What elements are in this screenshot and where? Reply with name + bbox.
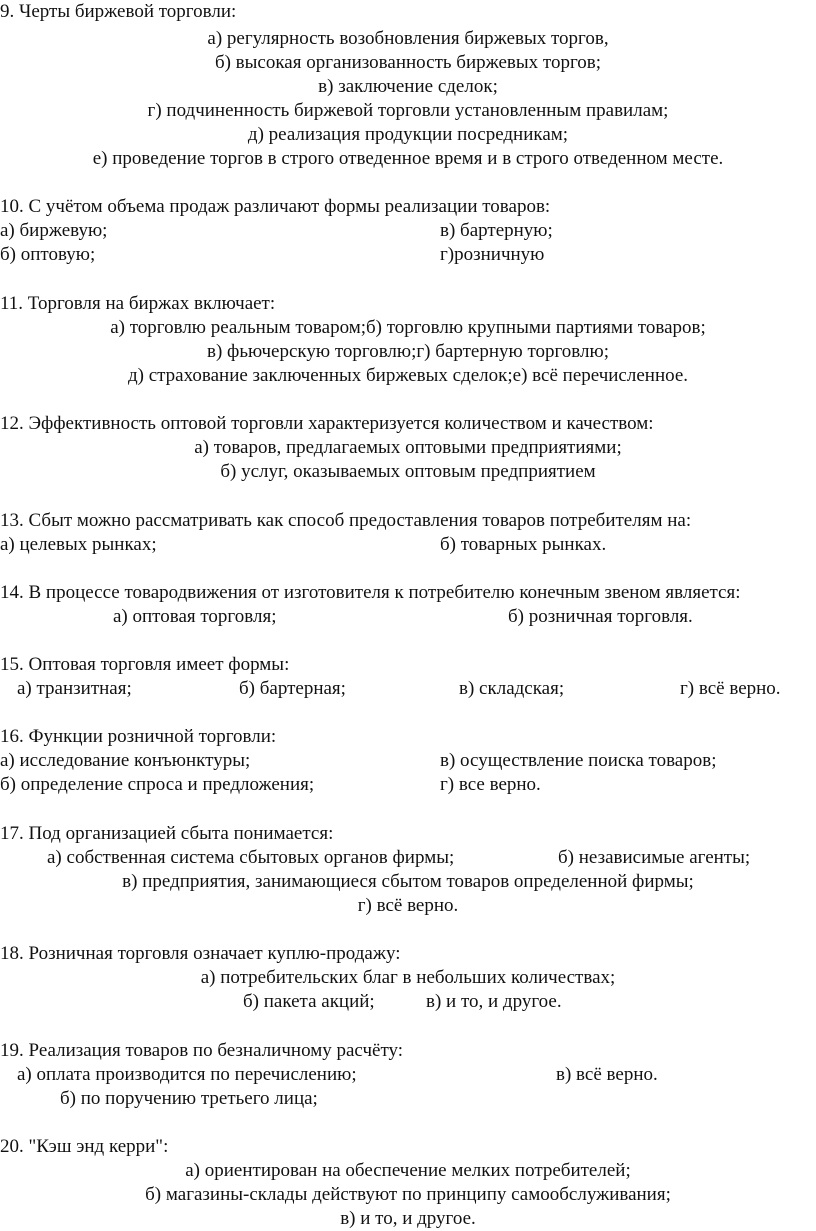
question-19-option-a: а) оплата производится по перечислению;	[17, 1064, 357, 1085]
question-11-options-line-1: а) торговлю реальным товаром;б) торговлю крупными партиями товаров;	[110, 317, 706, 338]
question-19-title: 19. Реализация товаров по безналичному расчёту:	[0, 1040, 404, 1061]
question-14-option-b: б) розничная торговля.	[508, 606, 693, 627]
question-20-option-c: в) и то, и другое.	[340, 1208, 476, 1229]
question-18-option-a: а) потребительских благ в небольших количествах;	[200, 967, 616, 988]
question-12-option-b: б) услуг, оказываемых оптовым предприятием	[220, 461, 596, 482]
question-19-option-b: б) по поручению третьего лица;	[60, 1088, 318, 1109]
question-15-option-c: в) складская;	[459, 678, 565, 699]
question-9-option-d: г) подчиненность биржевой торговли установленным правилам;	[147, 100, 669, 121]
question-15-option-b: б) бартерная;	[239, 678, 346, 699]
question-18-title: 18. Розничная торговля означает куплю-продажу:	[0, 943, 401, 964]
question-11-title: 11. Торговля на биржах включает:	[0, 293, 276, 314]
question-17-option-c: в) предприятия, занимающиеся сбытом товаров определенной фирмы;	[122, 871, 694, 892]
question-19-option-c: в) всё верно.	[556, 1064, 658, 1085]
question-15-title: 15. Оптовая торговля имеет формы:	[0, 654, 290, 675]
question-16-option-a: а) исследование конъюнктуры;	[0, 750, 251, 771]
question-10-option-d: г)розничную	[440, 244, 545, 265]
question-13-option-b: б) товарных рынках.	[440, 534, 607, 555]
question-10-title: 10. С учётом объема продаж различают формы реализации товаров:	[0, 196, 551, 217]
question-16-option-b: б) определение спроса и предложения;	[0, 774, 315, 795]
question-18-option-b: б) пакета акций;	[243, 991, 375, 1012]
question-20-title: 20. "Кэш энд керри":	[0, 1136, 169, 1157]
question-10-option-a: а) биржевую;	[0, 220, 108, 241]
question-12-option-a: а) товаров, предлагаемых оптовыми предприятиями;	[194, 437, 622, 458]
question-14-title: 14. В процессе товародвижения от изготовителя к потребителю конечным звеном является:	[0, 582, 741, 603]
question-18-option-c: в) и то, и другое.	[426, 991, 562, 1012]
question-9-title: 9. Черты биржевой торговли:	[0, 1, 237, 22]
question-11-options-line-2: в) фьючерскую торговлю;г) бартерную торговлю;	[207, 341, 609, 362]
question-9-option-c: в) заключение сделок;	[318, 76, 498, 97]
question-17-option-a: а) собственная система сбытовых органов фирмы;	[47, 847, 455, 868]
question-17-title: 17. Под организацией сбыта понимается:	[0, 823, 334, 844]
question-10-option-b: б) оптовую;	[0, 244, 96, 265]
question-10-option-c: в) бартерную;	[440, 220, 553, 241]
question-17-option-d: г) всё верно.	[357, 895, 459, 916]
question-20-option-b: б) магазины-склады действуют по принципу самообслуживания;	[145, 1184, 671, 1205]
question-20-option-a: а) ориентирован на обеспечение мелких потребителей;	[185, 1160, 631, 1181]
question-15-option-a: а) транзитная;	[17, 678, 132, 699]
question-12-title: 12. Эффективность оптовой торговли характеризуется количеством и качеством:	[0, 413, 654, 434]
question-16-option-d: г) все верно.	[440, 774, 541, 795]
question-11-options-line-3: д) страхование заключенных биржевых сделок;е) всё перечисленное.	[127, 365, 689, 386]
question-16-option-c: в) осуществление поиска товаров;	[440, 750, 717, 771]
question-17-option-b: б) независимые агенты;	[558, 847, 751, 868]
question-13-title: 13. Сбыт можно рассматривать как способ предоставления товаров потребителям на:	[0, 510, 692, 531]
question-9-option-a: а) регулярность возобновления биржевых торгов,	[207, 28, 609, 49]
question-13-option-a: а) целевых рынках;	[0, 534, 157, 555]
question-9-option-f: е) проведение торгов в строго отведенное время и в строго отведенном месте.	[92, 148, 724, 169]
question-9-option-e: д) реализация продукции посредникам;	[247, 124, 569, 145]
question-16-title: 16. Функции розничной торговли:	[0, 726, 277, 747]
question-14-option-a: а) оптовая торговля;	[113, 606, 277, 627]
question-15-option-d: г) всё верно.	[680, 678, 781, 699]
question-9-option-b: б) высокая организованность биржевых торгов;	[214, 52, 602, 73]
